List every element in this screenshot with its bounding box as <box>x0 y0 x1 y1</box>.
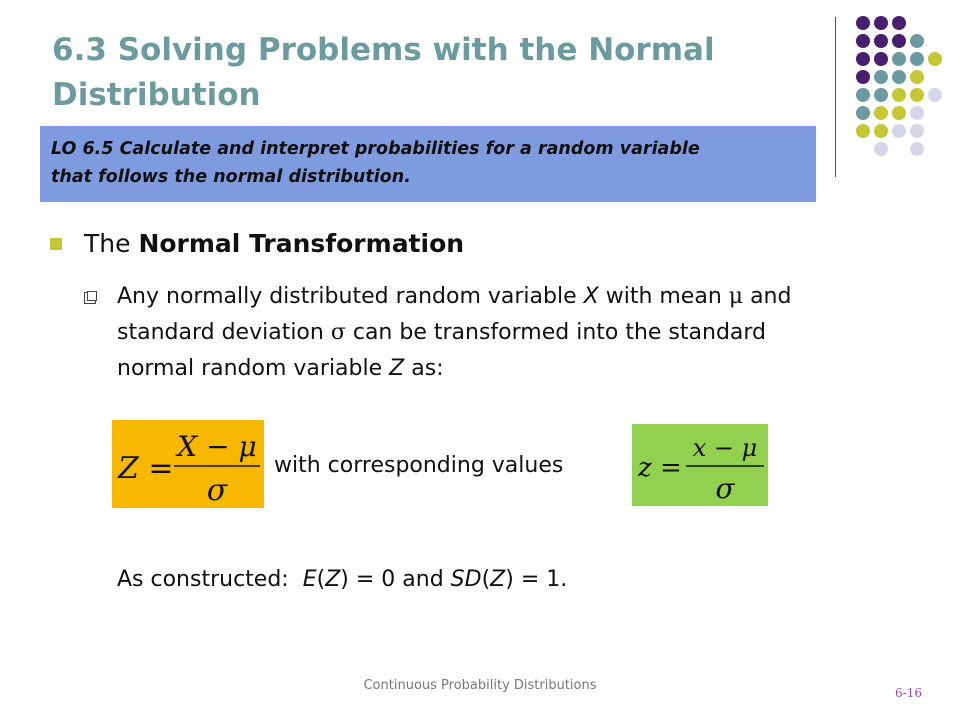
formula-lower-z-denominator: σ <box>715 472 735 505</box>
body-text <box>117 279 877 387</box>
mu-symbol: μ <box>728 284 744 309</box>
dot <box>910 70 924 84</box>
dot <box>892 16 906 30</box>
formula-lower-z-numerator: x − μ <box>692 434 758 462</box>
divider-line <box>835 17 836 177</box>
text-run: with mean <box>598 284 729 309</box>
var-sd: SD <box>450 567 482 592</box>
body-line-1 <box>117 279 877 315</box>
sigma-symbol: σ <box>330 320 346 345</box>
learning-objective-box <box>40 126 816 202</box>
learning-objective-line2: that follows the normal distribution. <box>51 167 411 187</box>
formula-z-box <box>112 420 264 508</box>
text-run: can be transformed into the standard <box>345 320 767 345</box>
text-run: ) = 0 and <box>340 567 451 592</box>
body-line-2 <box>117 315 877 351</box>
text-run: standard deviation <box>117 320 331 345</box>
dot <box>892 124 906 138</box>
dot <box>892 34 906 48</box>
dot <box>874 142 888 156</box>
dot <box>856 106 870 120</box>
dot <box>856 52 870 66</box>
dot <box>910 88 924 102</box>
formula-lower-z <box>632 424 768 506</box>
formula-z-lhs: Z = <box>118 451 174 486</box>
dot <box>856 16 870 30</box>
dot <box>928 88 942 102</box>
var-e: E <box>302 567 317 592</box>
dot <box>892 52 906 66</box>
text-run: ( <box>481 567 491 592</box>
dot <box>874 34 888 48</box>
dot <box>892 70 906 84</box>
dot <box>856 124 870 138</box>
text-run: ( <box>316 567 326 592</box>
formula-z <box>112 420 264 508</box>
dot <box>874 16 888 30</box>
dot <box>910 124 924 138</box>
dot <box>874 88 888 102</box>
page-number: 6-16 <box>895 686 922 700</box>
dot <box>910 142 924 156</box>
bullet-square-icon <box>50 238 62 250</box>
text-run: Any normally distributed random variable <box>117 284 584 309</box>
dot <box>910 52 924 66</box>
dot <box>874 70 888 84</box>
dot <box>892 106 906 120</box>
learning-objective-line1: LO 6.5 Calculate and interpret probabilities for a random variable <box>51 139 700 159</box>
dot <box>874 106 888 120</box>
section-heading <box>84 226 464 262</box>
formula-lower-z-lhs: z = <box>638 453 682 483</box>
text-run: As constructed: <box>117 567 303 592</box>
text-run: and <box>743 284 792 309</box>
slide-title-line2: Distribution <box>52 77 261 113</box>
text-run: ) = 1. <box>505 567 568 592</box>
body-line-3 <box>117 351 877 387</box>
var-z: Z <box>389 356 405 381</box>
text-run: normal random variable <box>117 356 390 381</box>
dot <box>892 88 906 102</box>
var-z: Z <box>490 567 506 592</box>
slide-title-line1: 6.3 Solving Problems with the Normal <box>52 32 715 68</box>
dot <box>910 106 924 120</box>
var-z: Z <box>325 567 341 592</box>
heading-prefix: The <box>84 229 139 258</box>
dot <box>856 88 870 102</box>
dot <box>856 34 870 48</box>
dot <box>910 34 924 48</box>
formula-z-numerator: X − μ <box>177 430 257 463</box>
formula-lower-z-box <box>632 424 768 506</box>
sub-bullet-icon <box>84 292 96 304</box>
constructed-statement <box>117 563 567 597</box>
slide-footer: Continuous Probability Distributions <box>363 678 597 693</box>
dot <box>874 124 888 138</box>
dot <box>856 70 870 84</box>
dot <box>928 52 942 66</box>
formula-z-denominator: σ <box>206 473 228 508</box>
heading-bold: Normal Transformation <box>138 229 465 258</box>
var-x: X <box>583 284 599 309</box>
dot <box>874 52 888 66</box>
text-run: as: <box>404 356 444 381</box>
formula-connector-text: with corresponding values <box>274 453 564 478</box>
